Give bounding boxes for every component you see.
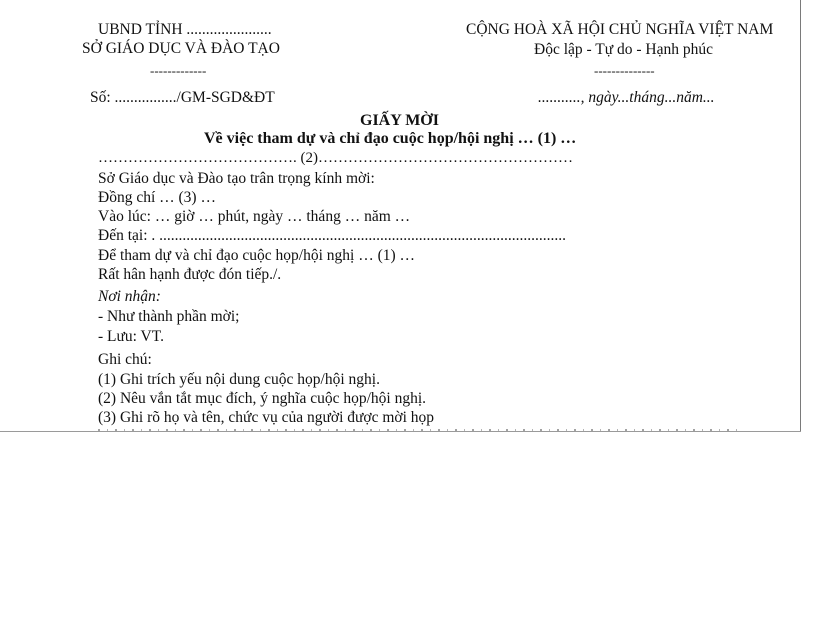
document-subtitle: Về việc tham dự và chỉ đạo cuộc họp/hội nghị … (1) … <box>204 130 577 147</box>
note-item: (3) Ghi rõ họ và tên, chức vụ của người được mời họp <box>98 409 435 426</box>
invitation-intro: Sở Giáo dục và Đào tạo trân trọng kính mời: <box>98 170 375 187</box>
purpose-placeholder-line: …………………………………. (2)…………………………………………… <box>98 150 573 166</box>
right-divider: -------------- <box>594 63 655 78</box>
document-date: ..........., ngày...tháng...năm... <box>538 89 715 106</box>
invitee-line: Đồng chí … (3) … <box>98 189 216 206</box>
recipient-item: - Như thành phần mời; <box>98 308 240 325</box>
national-slogan: Độc lập - Tự do - Hạnh phúc <box>534 41 713 58</box>
document-title: GIẤY MỜI <box>360 112 439 129</box>
left-divider: ------------- <box>150 63 207 78</box>
closing-line: Rất hân hạnh được đón tiếp./. <box>98 266 282 283</box>
note-item: (2) Nêu vắn tắt mục đích, ý nghĩa cuộc họp/hội nghị. <box>98 390 427 407</box>
page-edge-right <box>800 0 801 431</box>
recipients-label: Nơi nhận: <box>98 288 161 305</box>
location-line: Đến tại: . ......................................................................................................... <box>98 227 566 244</box>
document-number: Số: ................/GM-SGD&ĐT <box>90 89 275 106</box>
issuing-authority: UBND TỈNH ...................... <box>98 21 272 38</box>
page-edge-bottom <box>0 431 801 432</box>
notes-label: Ghi chú: <box>98 351 152 368</box>
national-motto: CỘNG HOÀ XÃ HỘI CHỦ NGHĨA VIỆT NAM <box>466 21 774 38</box>
department-name: SỞ GIÁO DỤC VÀ ĐÀO TẠO <box>82 40 280 57</box>
recipient-item: - Lưu: VT. <box>98 328 164 345</box>
note-item: (1) Ghi trích yếu nội dung cuộc họp/hội nghị. <box>98 371 380 388</box>
time-line: Vào lúc: … giờ … phút, ngày … tháng … năm … <box>98 208 411 225</box>
purpose-line: Để tham dự và chỉ đạo cuộc họp/hội nghị … (1) … <box>98 247 416 264</box>
